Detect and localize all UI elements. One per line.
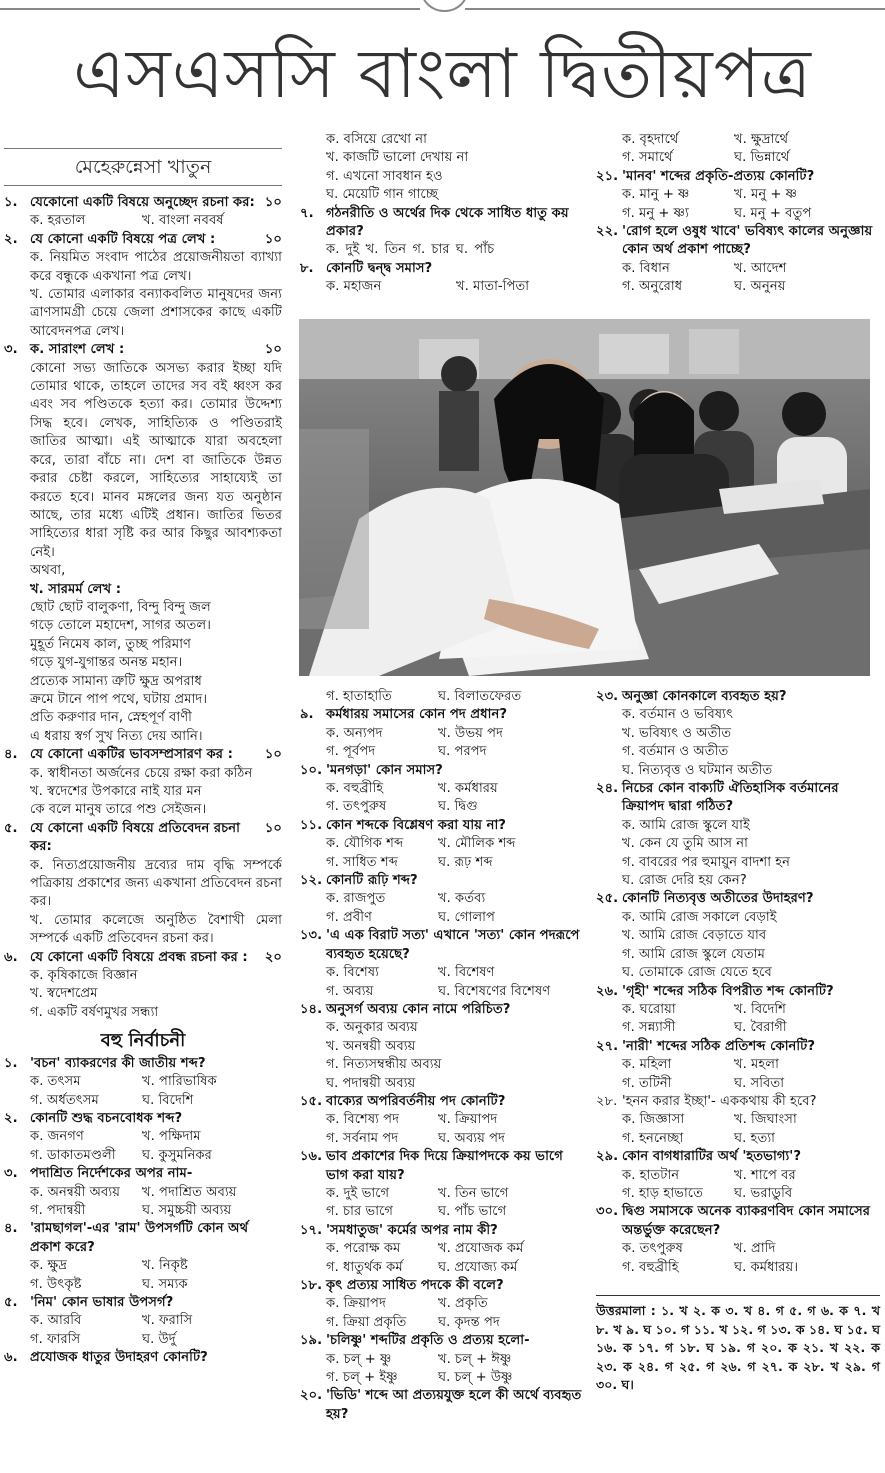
column-2 [300, 131, 590, 297]
mcq-7 [300, 205, 590, 260]
option: ক. ক্ষুদ্র [30, 1258, 68, 1274]
option: খ. বাংলা নববর্ষ [142, 213, 224, 229]
option: ক. বহুব্রীহি [326, 781, 384, 797]
mcq-24 [596, 780, 880, 890]
option: গ. সর্বনাম পদ [326, 1130, 399, 1146]
question-text: 'নিম' কোন ভাষার উপসর্গ? [30, 1294, 174, 1310]
marks: ১০ [264, 747, 282, 763]
poem-line: ক্রমে টানে পাপ পথে, ঘটায় প্রমাদ। [30, 691, 208, 707]
question-number: ১৫. [300, 1093, 323, 1109]
mcq-9 [300, 706, 586, 761]
option: ক. বর্তমান ও ভবিষ্যৎ [622, 707, 734, 723]
option: ক. বৃহদার্থে [622, 132, 679, 147]
poem-line: প্রতি করুণার দান, স্নেহপূর্ণ বাণী [30, 710, 192, 726]
option: গ. বাবরের পর হুমায়ুন বাদশা হন [622, 854, 791, 870]
option: ঘ. সম্যক [142, 1276, 188, 1292]
option: ঘ. তোমাকে রোজ যেতে হবে [622, 965, 772, 981]
question-text: 'চলিষ্ণু' শব্দটির প্রকৃতি ও প্রত্যয় হলো- [326, 1333, 530, 1349]
mcq-28 [596, 1093, 880, 1148]
question-number: ১২. [300, 873, 323, 889]
option: গ. সন্ন্যাসী [622, 1020, 676, 1036]
question-number: ৭. [300, 205, 314, 221]
top-rule-left [0, 8, 420, 10]
question-text: যে কোনো একটির ভাবসম্প্রসারণ কর : [30, 747, 233, 763]
option: ক. মহিলা [622, 1057, 672, 1073]
option: ক. মহাজন [326, 279, 382, 295]
mcq-17 [300, 1222, 586, 1277]
option: ঘ. পরপদ [438, 744, 487, 760]
question-text: কোনটি নিত্যবৃত্ত অতীতের উদাহরণ? [622, 891, 814, 907]
option: ঘ. হত্যা [734, 1130, 776, 1146]
option: খ. পদাশ্রিত অব্যয় [142, 1184, 237, 1200]
question-text: নিচের কোন বাক্যটি ঐতিহাসিক বর্তমানের ক্রিয়াপদ দ্বারা গঠিত? [622, 781, 839, 815]
option: ঘ. বিলাতফেরত [438, 689, 522, 704]
option: ঘ. উর্দু [142, 1331, 176, 1347]
option: খ. প্রযোজক কর্ম [438, 1241, 524, 1257]
question-text: কৃৎ প্রত্যয় সাধিত পদকে কী বলে? [326, 1278, 504, 1293]
question-number: ২৫. [596, 891, 619, 907]
option: গ. হননেচ্ছা [622, 1130, 684, 1146]
option: ক. বসিয়ে রেখো না [326, 132, 427, 147]
question-6 [4, 949, 282, 1023]
question-text: 'মানব' শব্দের প্রকৃতি-প্রত্যয় কোনটি? [622, 168, 815, 184]
question-number: ৬. [4, 949, 18, 965]
sub-heading: খ. সারমর্ম লেখ : [30, 581, 121, 597]
question-text: পদাশ্রিত নির্দেশকের অপর নাম- [30, 1166, 193, 1182]
option: ঘ. সমুচ্চয়ী অব্যয় [142, 1202, 232, 1218]
question-number: ১৯. [300, 1333, 323, 1349]
page-title: এসএসসি বাংলা দ্বিতীয়পত্র [73, 35, 812, 114]
question-5 [4, 820, 282, 949]
question-text: 'রামছাগল'-এর 'রাম' উপসর্গটি কোন অর্থ প্রকাশ করে? [30, 1221, 249, 1255]
mcq-1 [4, 1055, 282, 1110]
question-number: ৩. [4, 342, 18, 358]
option: ঘ. বিশেষণের বিশেষণ [438, 983, 551, 999]
mcq-15 [300, 1093, 586, 1148]
option: খ. ভবিষ্যৎ ও অতীত [622, 725, 732, 741]
option: খ. প্রাদি [734, 1241, 776, 1257]
question-text: যে কোনো একটি বিষয়ে প্রবন্ধ রচনা কর : [30, 949, 248, 965]
column-3 [596, 131, 881, 297]
question-number: ২. [4, 1110, 18, 1126]
question-number: ২৯. [596, 1149, 619, 1165]
mcq-20 [300, 1387, 586, 1424]
question-number: ৯. [300, 707, 314, 723]
question-number: ১. [4, 195, 18, 210]
option: গ. পদান্বয়ী [30, 1202, 86, 1218]
option: খ. কর্তব্য [438, 891, 486, 907]
option: গ. উৎকৃষ্ট [30, 1276, 82, 1292]
sub-item: কে বলে মানুষ তারে পশু সেইজন। [30, 802, 207, 818]
sub-item: ক. নিয়মিত সংবাদ পাঠের প্রয়োজনীয়তা ব্যাখ্যা করে বন্ধুকে একখানা পত্র লেখ। [30, 250, 282, 284]
question-number: ৩০. [596, 1204, 619, 1220]
option: ঘ. পদান্বয়ী অব্যয় [326, 1075, 416, 1091]
option: গ. আমি রোজ স্কুলে যেতাম [622, 946, 765, 962]
question-number: ৫. [4, 1294, 18, 1310]
option: গ. এখনো সাবধান হও [326, 168, 443, 184]
column-5 [596, 688, 880, 1395]
mcq-4 [4, 1220, 282, 1294]
option: খ. ক্ষুদ্রার্থে [734, 132, 789, 147]
option: খ. মাতা-পিতা [456, 279, 530, 295]
option: ক. আমি রোজ স্কুলে যাই [622, 817, 750, 833]
question-text: প্রযোজক ধাতুর উদাহরণ কোনটি? [30, 1350, 208, 1366]
mcq-19 [300, 1332, 586, 1387]
question-text: 'সমধাতুজ' কর্মের অপর নাম কী? [326, 1222, 498, 1238]
header-notch [420, 0, 469, 12]
option: ক. বিশেষ্য পদ [326, 1112, 399, 1128]
mcq-27 [596, 1038, 880, 1093]
option: ঘ. বৈরাগী [734, 1020, 787, 1036]
mcq-3 [4, 1165, 282, 1220]
poem-line: এ ধরায় স্বর্গ সুখ নিত্য দেয় আনি। [30, 728, 203, 744]
option: খ. ক্রিয়াপদ [438, 1112, 498, 1128]
mcq-6 [4, 1349, 282, 1367]
option: গ. সমার্থে [622, 150, 673, 166]
question-number: ১৩. [300, 928, 323, 944]
mcq-8 [300, 260, 590, 297]
poem-line: মুহূর্ত নিমেষ কাল, তুচ্ছ পরিমাণ [30, 636, 191, 652]
mcq-5 [4, 1294, 282, 1349]
option: ঘ. চল্ + উষ্ণু [438, 1370, 513, 1386]
question-number: ১৬. [300, 1149, 323, 1165]
option: ক. দুই ভাগে [326, 1185, 390, 1201]
question-number: ৫. [4, 820, 18, 836]
exam-hall-photo [299, 319, 870, 676]
or-label: অথবা, [30, 563, 66, 579]
option: গ. হাতাহাতি [326, 689, 392, 704]
question-number: ৬. [4, 1350, 18, 1366]
question-text: অনুসর্গ অব্যয় কোন নামে পরিচিত? [326, 1001, 511, 1017]
mcq-22 [596, 223, 881, 297]
option: ঘ. প্রযোজ্য কর্ম [438, 1259, 518, 1275]
option: ক. বিশেষ্য [326, 965, 379, 981]
question-number: ৪. [4, 747, 18, 763]
option: গ. ক্রিয়া প্রকৃতি [326, 1314, 407, 1330]
mcq-2 [4, 1110, 282, 1165]
question-3 [4, 341, 282, 746]
poem-line: প্রত্যেক সামান্য ত্রুটি ক্ষুদ্র অপরাধ [30, 673, 202, 689]
question-text: 'গৃহী' শব্দের সঠিক বিপরীত শব্দ কোনটি? [622, 983, 834, 999]
option: ঘ. সবিতা [734, 1075, 785, 1091]
question-text: ভাব প্রকাশের দিক দিয়ে ক্রিয়াপদকে কয় ভাগে ভাগ করা যায়? [326, 1149, 563, 1183]
option: গ. ফারসি [30, 1331, 81, 1347]
option: ক. পরোক্ষ কম [326, 1241, 401, 1257]
option: ক. অনুকার অব্যয় [326, 1020, 418, 1036]
option: ক. তৎসম [30, 1074, 81, 1090]
option: খ. বিদেশি [734, 1001, 786, 1017]
question-text: যে কোনো একটি বিষয়ে প্রতিবেদন রচনা কর: [30, 820, 240, 855]
question-text: 'বচন' ব্যাকরণের কী জাতীয় শব্দ? [30, 1055, 206, 1071]
question-number: ১৮. [300, 1278, 323, 1293]
option: ক. অন্যপদ [326, 725, 383, 741]
poem-line: ছোট ছোট বালুকণা, বিন্দু বিন্দু জল [30, 599, 211, 615]
option: খ. বিশেষণ [438, 965, 495, 981]
question-number: ২৬. [596, 983, 619, 999]
option: খ. মৌলিক শব্দ [438, 836, 516, 852]
option: গ. অব্যয় [326, 983, 374, 999]
summary-passage: কোনো সভ্য জাতিকে অসভ্য করার ইচ্ছা যদি তোমার থাকে, তাহলে তাদের সব বই ধ্বংস কর এবং সব পণ্ডিতকে হত্যা কর। তোমার উদ্দেশ্য সিদ্ধ হবে। লেখক, সাহিত্যিক ও পণ্ডিতরাই জাতির আত্মা। এই আত্মাকে যারা অবহেলা করে, তারা বাঁচে না। দেশ বা জাতিকে উন্নত করার চেষ্টা করলে, সাহিত্যের সাহায্যেই তা করতে হবে। মানব মঙ্গলের জন্য যত অনুষ্ঠান আছে, তার মধ্যে এটিই প্রধান। জাতির ভিতর সাহিত্যের ধারা সৃষ্টি কর আর কিছুর আবশ্যকতা নেই। [30, 360, 282, 560]
mcq-section-title: বহু নির্বাচনী [100, 1030, 186, 1052]
column-1 [4, 148, 282, 1368]
question-number: ১৭. [300, 1222, 323, 1238]
mcq-30 [596, 1203, 880, 1277]
mcq-13 [300, 927, 586, 1001]
sub-item: গ. একটি বর্ষণমুখর সন্ধ্যা [30, 1004, 159, 1020]
option: গ. মনু + ষ্ণ্য [622, 205, 689, 221]
question-number: ১১. [300, 817, 323, 833]
top-rule-right [465, 8, 885, 10]
question-text: কোনটি রূঢ়ি শব্দ? [326, 873, 418, 889]
marks: ১০ [264, 820, 282, 836]
mcq-16 [300, 1148, 586, 1222]
option: গ. চল্ + ইষ্ণু [326, 1370, 398, 1386]
option: খ. আমি রোজ বেড়াতে যাব [622, 928, 767, 944]
sub-item: ক. নিত্যপ্রয়োজনীয় দ্রব্যের দাম বৃদ্ধি সম্পর্কে পত্রিকায় প্রকাশের জন্য একখানা প্রতিবেদন রচনা কর। [30, 857, 282, 910]
option: গ. সাধিত শব্দ [326, 854, 398, 870]
option: খ. প্রকৃতি [438, 1296, 488, 1312]
option: খ. কর্মধারয় [438, 781, 498, 797]
option: ঘ. রূঢ় শব্দ [438, 854, 493, 870]
question-number: ৩. [4, 1166, 18, 1182]
option: ঘ. অব্যয় পদ [438, 1130, 505, 1146]
question-text: গঠনরীতি ও অর্থের দিক থেকে সাধিত ধাতু কয় প্রকার? [326, 205, 569, 240]
option: ঘ. ভরাডুবি [734, 1185, 793, 1201]
mcq-12 [300, 872, 586, 927]
question-text: অনুজ্ঞা কোনকালে ব্যবহৃত হয়? [622, 689, 787, 704]
option: গ. বহুব্রীহি [622, 1259, 679, 1275]
option: ঘ. পাঁচ ভাগে [438, 1204, 507, 1220]
option: ঘ. কর্মধারয়। [734, 1259, 799, 1275]
option: গ. তটিনী [622, 1075, 672, 1091]
option: ঘ. গোলাপ [438, 909, 495, 925]
option: ক. রাজপুত [326, 891, 386, 907]
option: ক. আমি রোজ সকালে বেড়াই [622, 909, 777, 925]
question-text: 'এ এক বিরাট সত্য' এখানে 'সত্য' কোন পদরূপে ব্যবহৃত হয়েছে? [326, 928, 580, 962]
author-name: মেহেরুন্নেসা খাতুন [4, 148, 282, 186]
sub-item: খ. স্বদেশের উপকারে নাই যার মন [30, 784, 202, 799]
question-number: ৮. [300, 260, 314, 276]
mcq-25 [596, 890, 880, 982]
option: ক. অনন্বয়ী অব্যয় [30, 1184, 120, 1200]
poem-line: গড়ে তোলে মহাদেশ, সাগর অতল। [30, 618, 211, 634]
mcq-10 [300, 762, 586, 817]
mcq-26 [596, 983, 880, 1038]
option: ক. জিজ্ঞাসা [622, 1112, 685, 1128]
question-text: যেকোনো একটি বিষয়ে অনুচ্ছেদ রচনা কর: [30, 195, 255, 210]
question-text: 'ভিডি' শব্দে আ প্রত্যয়যুক্ত হলে কী অর্থে ব্যবহৃত হয়? [326, 1388, 582, 1422]
mcq-18 [300, 1277, 586, 1332]
option: ক. যৌগিক শব্দ [326, 836, 404, 852]
question-number: ২৪. [596, 781, 619, 797]
option: ক. দুই খ. তিন গ. চার ঘ. পাঁচ [326, 242, 495, 258]
mcq-14 [300, 1001, 586, 1093]
option: খ. তিন ভাগে [438, 1185, 509, 1201]
question-number: ১৪. [300, 1001, 323, 1017]
option: ক. মানু + ষ্ণ [622, 187, 690, 203]
option: ক. হরতাল [30, 213, 86, 229]
poem-line: গড়ে যুগ-যুগান্তর অনন্ত মহান। [30, 655, 183, 671]
option: গ. পূর্বপদ [326, 744, 376, 760]
option: ঘ. রোজ দেরি হয় কেন? [622, 873, 747, 889]
option: গ. বর্তমান ও অতীত [622, 744, 729, 760]
question-1 [4, 194, 282, 231]
option: খ. শাপে বর [734, 1167, 796, 1183]
option: ঘ. মনু + বতুপ [734, 205, 812, 221]
mcq-29 [596, 1148, 880, 1203]
option: খ. নিকৃষ্ট [142, 1258, 188, 1274]
marks: ১০ [264, 342, 282, 358]
question-number: ১০. [300, 762, 323, 778]
option: খ. মনু + ষ্ণ [734, 187, 798, 203]
question-text: কোন বাগধারাটির অর্থ 'হতভাগ্য'? [622, 1149, 801, 1165]
sub-item: ক. স্বাধীনতা অর্জনের চেয়ে রক্ষা করা কঠিন [30, 765, 253, 781]
question-text: কোনটি শুদ্ধ বচনবোধক শব্দ? [30, 1110, 183, 1126]
option: খ. জিঘাংসা [734, 1112, 797, 1128]
option: খ. ফরাসি [142, 1313, 193, 1329]
question-number: ৪. [4, 1221, 18, 1237]
question-2 [4, 231, 282, 341]
marks: ১০ [264, 195, 282, 210]
option: গ. হাড় হাভাতে [622, 1185, 703, 1201]
option: ক. তৎপুরুষ [622, 1241, 683, 1257]
question-text: কোনটি দ্বন্দ্ব সমাস? [326, 260, 433, 276]
question-text: কর্মধারয় সমাসের কোন পদ প্রধান? [326, 707, 508, 723]
option: ক. ক্রিয়াপদ [326, 1296, 386, 1312]
option: ঘ. কৃদন্ত পদ [438, 1314, 500, 1330]
option: খ. উভয় পদ [438, 725, 503, 741]
option: খ. আদেশ [734, 260, 787, 276]
option: খ. পারিভাষিক [142, 1074, 217, 1090]
mcq-21 [596, 168, 881, 223]
option: ক. হাতটান [622, 1167, 680, 1183]
question-text: ক. সারাংশ লেখ : [30, 342, 125, 358]
option: ঘ. দ্বিগু [438, 799, 478, 815]
column-4 [300, 688, 586, 1424]
marks: ২০ [264, 949, 282, 965]
question-number: ২০. [300, 1388, 323, 1404]
option: খ. চল্ + ঈষ্ণু [438, 1351, 512, 1367]
question-number: ২৩. [596, 689, 619, 704]
question-text: 'নারী' শব্দের সঠিক প্রতিশব্দ কোনটি? [622, 1038, 815, 1054]
option: গ. ধাতুর্থক কর্ম [326, 1259, 403, 1275]
question-number: ২২. [596, 224, 619, 240]
question-number: ২৭. [596, 1038, 619, 1054]
mcq-11 [300, 817, 586, 872]
option: গ. চার ভাগে [326, 1204, 394, 1220]
option: খ. মহলা [734, 1057, 779, 1073]
question-text: দ্বিগু সমাসকে অনেক ব্যাকরণবিদ কোন সমাসের অন্তর্ভুক্ত করেছেন? [622, 1204, 871, 1238]
option: খ. কেন যে তুমি আস না [622, 836, 748, 852]
option: গ. অর্ধতৎসম [30, 1092, 99, 1108]
option: গ. ডাকাতমণ্ডলী [30, 1147, 116, 1163]
marks: ১০ [264, 231, 282, 247]
question-text: বাক্যের অপরিবর্তনীয় পদ কোনটি? [326, 1093, 506, 1109]
option: খ. পক্ষিদাম [142, 1129, 201, 1145]
option: ঘ. বিদেশি [142, 1092, 194, 1108]
sub-item: ক. কৃষিকাজে বিজ্ঞান [30, 968, 138, 984]
option: ক. জনগণ [30, 1129, 84, 1145]
option: ক. আরবি [30, 1313, 82, 1329]
option: ক. ঘরোয়া [622, 1001, 676, 1017]
question-text: যে কোনো একটি বিষয়ে পত্র লেখ : [30, 231, 216, 247]
option: গ. প্রবীণ [326, 909, 372, 925]
mcq-23 [596, 688, 880, 780]
question-number: ২. [4, 231, 18, 247]
question-text: 'মনগড়া' কোন সমাস? [326, 762, 443, 778]
option: ক. বিধান [622, 260, 670, 276]
exam-hall-illustration [299, 319, 870, 676]
question-text: কোন শব্দকে বিশ্লেষণ করা যায় না? [326, 817, 506, 833]
option: ঘ. কুসুমনিকর [142, 1147, 212, 1163]
answer-key: উত্তরমালা : ১. খ ২. ক ৩. খ ৪. গ ৫. গ ৬. ক ৭. খ ৮. খ ৯. ঘ ১০. গ ১১. খ ১২. গ ১৩. ক ১৪. ঘ ১৫. ঘ ১৬. ক ১৭. গ ১৮. ঘ ১৯. গ ২০. ক ২১. খ ২২. ক ২৩. ক ২৪. গ ২৫. গ ২৬. গ ২৭. ক ২৮. খ ২৯. গ ৩০. ঘ। [596, 1295, 880, 1395]
option: ঘ. নিত্যবৃত্ত ও ঘটমান অতীত [622, 762, 773, 778]
question-number: ১. [4, 1055, 18, 1071]
sub-item: খ. স্বদেশপ্রেম [30, 986, 98, 1002]
option: ঘ. মেয়েটি গান গাচ্ছে [326, 187, 439, 203]
sub-item: খ. তোমার এলাকার বন্যাকবলিত মানুষদের জন্য ত্রাণসামগ্রী চেয়ে জেলা প্রশাসকের কাছে একটি আবেদনপত্র লেখ। [30, 287, 282, 339]
option: ঘ. অনুনয় [734, 279, 786, 295]
option: গ. তৎপুরুষ [326, 799, 387, 815]
option: গ. নিত্যসম্বন্ধীয় অব্যয় [326, 1057, 442, 1073]
question-text: 'হনন করার ইচ্ছা'- এককথায় কী হবে? [622, 1093, 817, 1109]
question-text: 'রোগ হলে ওষুধ খাবে' ভবিষ্যৎ কালের অনুজ্ঞায় কোন অর্থ প্রকাশ পাচ্ছে? [622, 224, 873, 258]
question-4 [4, 746, 282, 820]
sub-item: খ. তোমার কলেজে অনুষ্ঠিত বৈশাখী মেলা সম্পর্কে একটি প্রতিবেদন রচনা কর। [30, 912, 282, 947]
option: খ. কাজটি ভালো দেখায় না [326, 150, 469, 166]
question-number: ২৮. [596, 1093, 618, 1109]
option: খ. অনন্বয়ী অব্যয় [326, 1038, 416, 1054]
option: ঘ. ভিন্নার্থে [734, 150, 790, 166]
option: গ. অনুরোধ [622, 279, 683, 295]
option: ক. চল্ + ষ্ণু [326, 1351, 392, 1367]
question-number: ২১. [596, 168, 619, 184]
